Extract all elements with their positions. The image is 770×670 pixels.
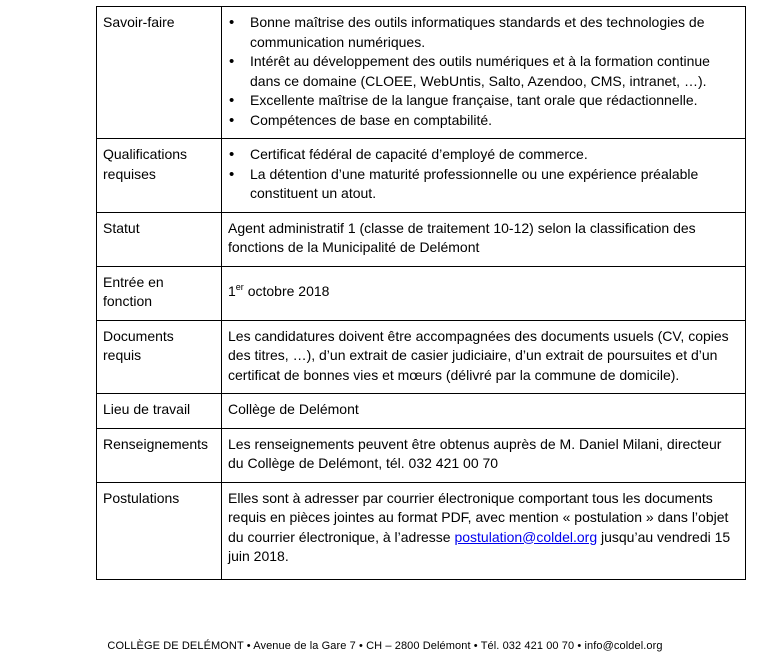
row-postulations <box>97 482 746 579</box>
date-day: 1 <box>228 283 236 300</box>
label-postulations: Postulations <box>97 482 222 579</box>
page-footer: COLLÈGE DE DELÉMONT • Avenue de la Gare 7 • CH – 2800 Delémont • Tél. 032 421 00 70 • info@coldel.org <box>107 640 663 652</box>
list-item: • Compétences de base en comptabilité. <box>250 111 737 131</box>
value-postulations <box>222 482 746 579</box>
row-documents <box>97 320 746 394</box>
label-qualifications: Qualifications requises <box>97 139 222 213</box>
value-entree <box>222 266 746 320</box>
value-savoir-faire <box>222 7 746 139</box>
postulations-text-before: Elles sont à adresser par courrier électronique comportant tous les documents requis en pièces jointes au format PDF, avec mention « postulation » dans l’objet du courrier électronique, à l’adresse <box>228 489 729 545</box>
label-documents: Documents requis <box>97 320 222 394</box>
bullet-list <box>228 145 737 204</box>
label-savoir-faire: Savoir-faire <box>97 7 222 139</box>
row-qualifications <box>97 139 746 213</box>
label-renseignements: Renseignements <box>97 428 222 482</box>
row-lieu <box>97 394 746 429</box>
row-entree <box>97 266 746 320</box>
list-item: • Certificat fédéral de capacité d’employé de commerce. <box>250 145 737 165</box>
date-rest: octobre 2018 <box>243 283 330 300</box>
row-statut <box>97 212 746 266</box>
value-documents: Les candidatures doivent être accompagnées des documents usuels (CV, copies des titres, …), d’un extrait de casier judiciaire, d’un extrait de poursuites et d’un certificat de bonnes vies et mœurs (délivré par la commune de domicile). <box>222 320 746 394</box>
list-item: • Intérêt au développement des outils numériques et à la formation continue dans ce domaine (CLOEE, WebUntis, Salto, Azendoo, CMS, intranet, …). <box>250 52 737 91</box>
label-entree: Entrée en fonction <box>97 266 222 320</box>
value-renseignements: Les renseignements peuvent être obtenus auprès de M. Daniel Milani, directeur du Collège de Delémont, tél. 032 421 00 70 <box>222 428 746 482</box>
label-statut: Statut <box>97 212 222 266</box>
label-lieu: Lieu de travail <box>97 394 222 429</box>
bullet-list <box>228 13 737 130</box>
row-renseignements <box>97 428 746 482</box>
email-link[interactable]: postulation@coldel.org <box>454 528 598 545</box>
list-item: • Bonne maîtrise des outils informatiques standards et des technologies de communication numériques. <box>250 13 737 52</box>
value-qualifications <box>222 139 746 213</box>
value-lieu: Collège de Delémont <box>222 394 746 429</box>
job-details-table <box>96 6 746 580</box>
value-statut: Agent administratif 1 (classe de traitement 10-12) selon la classification des fonctions de la Municipalité de Delémont <box>222 212 746 266</box>
list-item: • La détention d’une maturité professionnelle ou une expérience préalable constituent un atout. <box>250 165 737 204</box>
postulations-text-after: jusqu’au vendredi 15 juin 2018. <box>228 528 731 564</box>
list-item: • Excellente maîtrise de la langue française, tant orale que rédactionnelle. <box>250 91 737 111</box>
date-ordinal: er <box>235 282 244 293</box>
row-savoir-faire <box>97 7 746 139</box>
